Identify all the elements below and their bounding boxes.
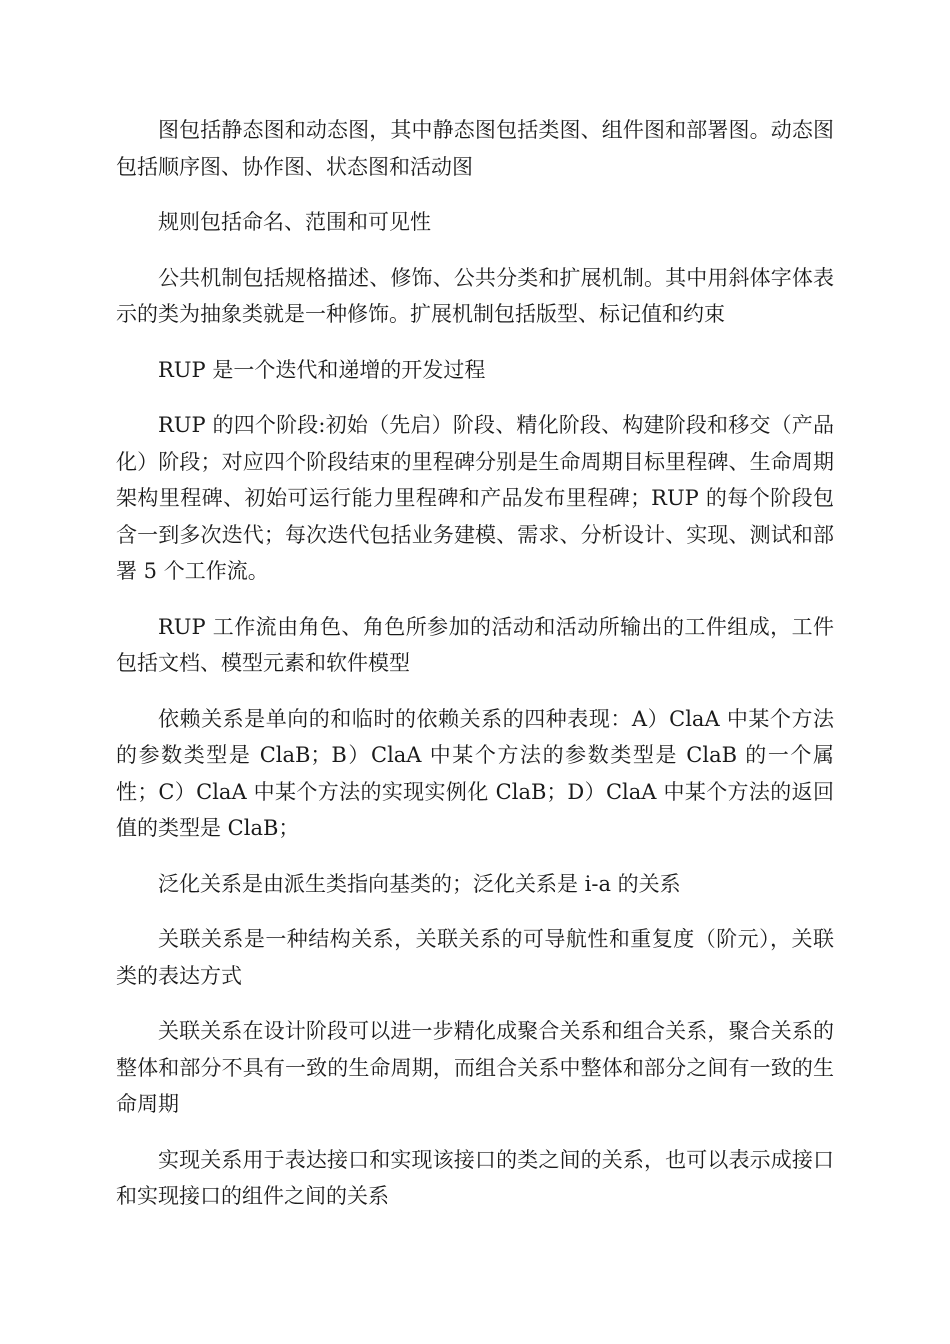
paragraph-dependency: 依赖关系是单向的和临时的依赖关系的四种表现：A）ClaA 中某个方法的参数类型是 ClaB；B）ClaA 中某个方法的参数类型是 ClaB 的一个属性；C）ClaA 中某个方法的实现实例化 ClaB；D）ClaA 中某个方法的返回值的类型是 ClaB；	[116, 706, 834, 840]
paragraph-generalization: 泛化关系是由派生类指向基类的；泛化关系是 i-a 的关系	[158, 871, 681, 896]
paragraph-rup-process: RUP 是一个迭代和递增的开发过程	[158, 357, 486, 382]
paragraph-aggregation-composition: 关联关系在设计阶段可以进一步精化成聚合关系和组合关系，聚合关系的整体和部分不具有一致的生命周期，而组合关系中整体和部分之间有一致的生命周期	[116, 1019, 834, 1116]
paragraph-common-mechanisms: 公共机制包括规格描述、修饰、公共分类和扩展机制。其中用斜体字体表示的类为抽象类就是一种修饰。扩展机制包括版型、标记值和约束	[116, 265, 834, 326]
paragraph-rules: 规则包括命名、范围和可见性	[158, 210, 431, 234]
paragraph-association: 关联关系是一种结构关系，关联关系的可导航性和重复度（阶元），关联类的表达方式	[116, 927, 834, 988]
paragraph-realization: 实现关系用于表达接口和实现该接口的类之间的关系，也可以表示成接口和实现接口的组件之间的关系	[116, 1147, 834, 1208]
document-page	[116, 112, 834, 1234]
paragraph-diagrams: 图包括静态图和动态图，其中静态图包括类图、组件图和部署图。动态图包括顺序图、协作图、状态图和活动图	[116, 118, 834, 179]
paragraph-rup-phases: RUP 的四个阶段:初始（先启）阶段、精化阶段、构建阶段和移交（产品化）阶段；对应四个阶段结束的里程碑分别是生命周期目标里程碑、生命周期架构里程碑、初始可运行能力里程碑和产品发布里程碑；RUP 的每个阶段包含一到多次迭代；每次迭代包括业务建模、需求、分析设计、实现、测试和部署 5 个工作流。	[116, 413, 834, 583]
paragraph-rup-workflow: RUP 工作流由角色、角色所参加的活动和活动所输出的工件组成，工件包括文档、模型元素和软件模型	[116, 614, 834, 675]
